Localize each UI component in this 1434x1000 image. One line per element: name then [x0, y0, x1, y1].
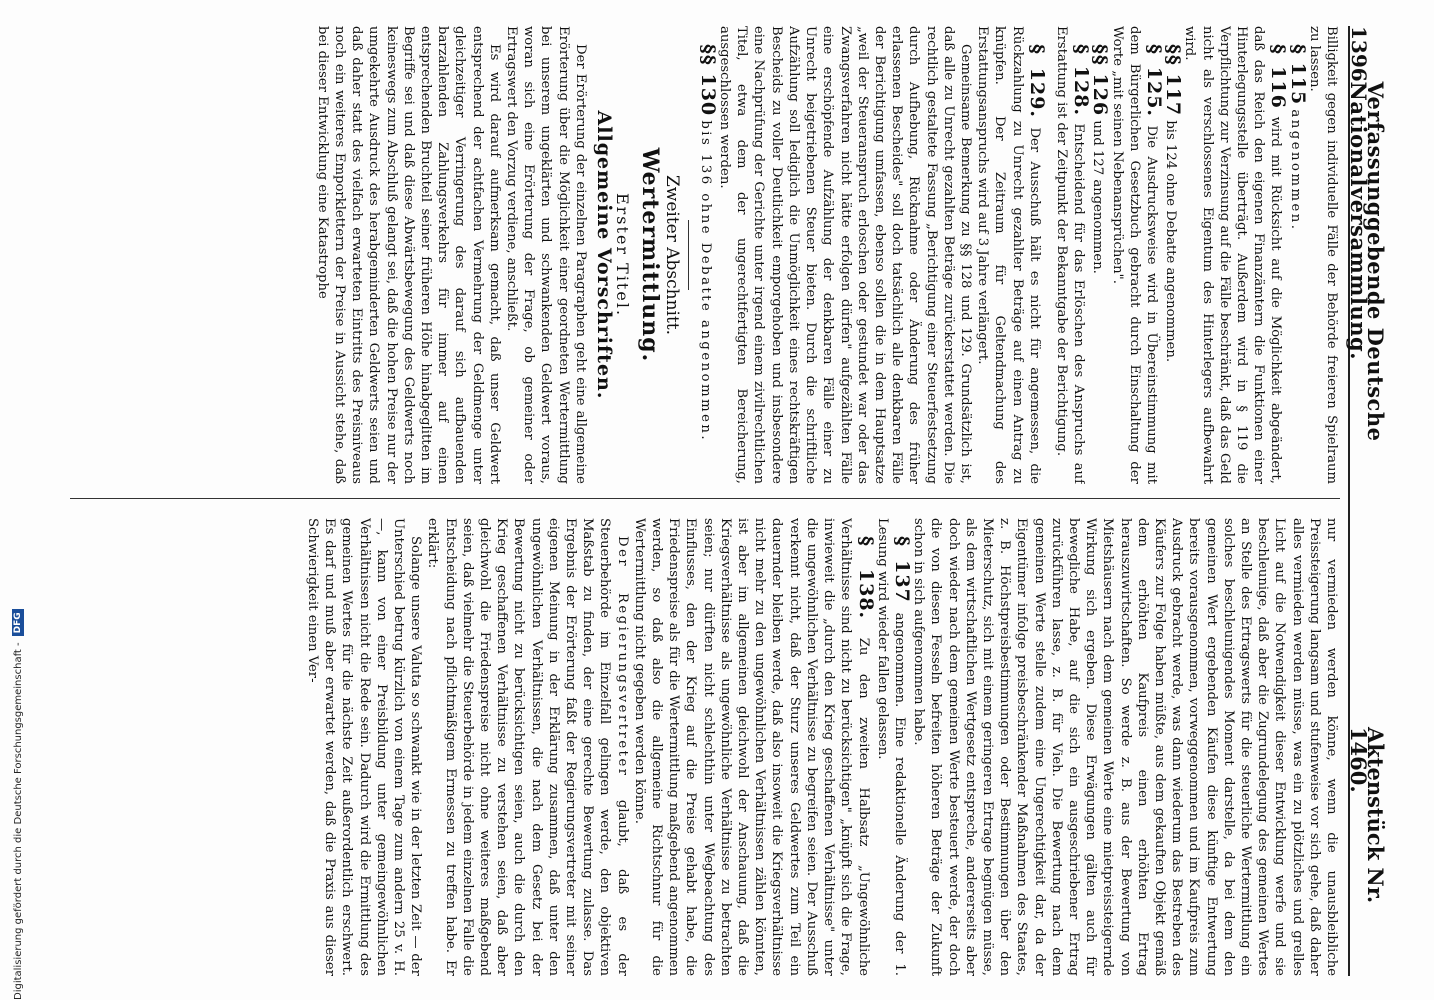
section-number: §§ 126: [1089, 44, 1112, 117]
section-number: § 116: [1267, 44, 1290, 109]
paragraph: Billigkeit gegen individuelle Fälle der Behörde freieren Spielraum zu lassen.: [1306, 26, 1339, 484]
section-text: wird mit Rücksicht auf die Möglichkeit abgeändert, daß das Reich den eigenen Finanzämtern die Funktionen einer Hinterlegungsstelle überträgt. Außerdem wird in § 119 die Verpflichtung zur Verzinsung auf die Fälle beschränkt, daß das Geld nicht als verschlossenes Eigentum des Hinterlegers aufbewahrt wird.: [1182, 26, 1284, 484]
section-125: [1108, 26, 1165, 484]
main-heading: Wertermittlung.: [637, 147, 664, 363]
section-number: § 129.: [1025, 44, 1048, 119]
section-128: [1053, 26, 1093, 484]
digitization-text: Digitalisierung gefördert durch die Deutsche Forschungsgemeinschaft -: [12, 642, 24, 1000]
paragraph: Es wird darauf aufmerksam gemacht, daß unser Geldwert entsprechend der achtfachen Vermehrung der Geldmenge unter gleichzeitiger Verringerung des darauf sich aufbauenden barzahlenden Zahlungsverkehrs für immer auf einen entsprechenden Bruchteil seiner früheren Höhe hinabgeglitten im Begriffe sei und daß diese Abwärtsbewegung des Geldwerts noch keineswegs zum Abschluß gelangt sei, daß die hohen Preise nur der umgekehrte Ausdruck des herabgeminderten Geldwerts seien und daß daher statt des vielfach erwarteten Eintritts des Preisniveaus noch ein weiteres Emporklettern der Preise in Aussicht stehe, daß bei dieser Entwicklung eine Katastrophe: [314, 26, 502, 484]
section-number: § 125.: [1142, 44, 1165, 118]
paragraph: Der Erörterung der einzelnen Paragraphen geht eine allgemeine Erörterung über die Möglichkeit einer geordneten Wertermittlung bei unserem ungeklärten und schwankenden Geldwert voraus, woran sich eine Erörterung der Frage, ob gemeiner oder Ertragswert den Vorzug verdiene, anschließt.: [504, 26, 588, 484]
paragraph: nur vermieden werden könne, wenn die unausbleibliche Preissteigerung langsam und stufenweise vor sich gehe, daß daher alles vermieden werden müsse, was ein zu plötzliches und grelles Licht auf die Notwendigkeit dieser Entwicklung werfe und sie beschleunige, daß aber die Zugrundelegung des gemeinen Wertes an Stelle des Ertragswerts für die steuerliche Wertermittlung ein solches beschleunigendes Moment darstelle, da bei dem den gemeinen Wert ergebenden Käufen diese künftige Entwertung bereits vorausgenommen, vorweggenommen und im Kaufpreis zum Ausdruck gebracht werde, was dann wiederum das Bestreben des Käufers zur Folge haben müßte, aus dem gekauften Objekt gemäß dem erhöhten Kaufpreis einen erhöhten Ertrag herauszuwirtschaften. So werde z. B. aus der Bewertung von Mietshäusern nach dem gemeinen Werte eine mietpreissteigernde Wirkung sich ergeben. Diese Erwägungen gälten auch für bewegliche Habe, auf die sich ein ausgeschriebener Ertrag zurückführen lasse, z. B. für Vieh. Die Bewertung nach dem gemeinen Werte stelle zudem eine Ungerechtigkeit dar, da der Eigentümer infolge preisbeschränkender Maßnahmen des Staates, z. B. Höchstpreisbestimmungen oder Bestimmungen über den Mieterschutz, sich mit einem geringeren Ertrage begnügen müsse, als dem wirtschaftlichen Wertgesetz entspreche, andererseits aber doch wieder nach dem gemeinen Werte besteuert werde, der doch die von diesen Fesseln befreiten höheren Beträge der Zukunft schon in sich aufgenommen habe.: [911, 518, 1339, 976]
paragraph: Gemeinsame Bemerkung zu §§ 128 und 129. Grundsätzlich ist, daß alle zu Unrecht gezahlten Beträge zurückerstattet werden. Die rechtlich gestaltete Fassung „Berichtigung einer Steuerfestsetzung durch Aufhebung, Rücknahme oder Änderung des früher erlassenen Bescheides" soll doch tatsächlich alle denkbaren Fälle der Berichtigung umfassen, ebenso sollen die in dem Hauptsatze „weil der Steueranspruch erloschen oder gestundet war oder das Zwangsverfahren nicht hätte erfolgen dürfen" aufgezählten Fälle eine erschöpfende Aufzählung der denkbaren Fälle einer zu Unrecht beigetriebenen Steuer bieten. Durch die schriftliche Aufzählung soll lediglich die Unmöglichkeit eines rechtskräftigen Bescheids zu voller Deutlichkeit emporgehoben und insbesondere eine Nachprüfung der Gerichte unter irgend einem zivilrechtlichen Titel, etwa dem der ungerechtfertigten Bereicherung, ausgeschlossen werden.: [717, 26, 973, 484]
section-text: bis 136 ohne Debatte angenommen.: [697, 120, 713, 443]
section-text: Entscheidend für das Erlöschen des Anspruchs auf Erstattung ist der Zeitpunkt der Bekanntgabe der Berichtigung.: [1053, 26, 1087, 484]
right-column: [60, 518, 1340, 976]
rotated-document-page: [54, 26, 1389, 976]
separator-rule: [688, 220, 689, 290]
paragraph: Solange unsere Valuta so schwankt wie in der letzten Zeit — der Unterschied betrug kürzlich von einem Tage zum andern 25 v. H. —, kann von einer Preisbildung unter gemeingewöhnlichen Verhältnissen nicht die Rede sein. Dadurch wird die Ermittlung des gemeinen Wertes für die nächste Zeit außerordentlich erschwert. Es darf und muß aber erwartet werden, daß die Praxis aus dieser Schwierigkeit einen Ver-: [305, 518, 424, 976]
sub-heading: Allgemeine Vorschriften.: [593, 110, 616, 400]
section-text: und 127 angenommen.: [1090, 120, 1106, 274]
publication-title: Verfassunggebende Deutsche Nationalversammlung.: [1346, 81, 1389, 442]
document-reference: Aktenstück Nr. 1460.: [1346, 726, 1389, 904]
section-text: Die Ausdrucksweise wird in Übereinstimmung mit dem Bürgerlichen Gesetzbuch gebracht durch Einschaltung der Worte „mit seinen Nebenansprüchen".: [1109, 26, 1159, 484]
section-text: Der Ausschuß hält es nicht für angemessen, die Rückzahlung zu Unrecht gezahlter Beträge auf einen Antrag zu knüpfen. Der Zeitraum für Geltendmachung des Erstattungsanspruchs wird auf 3 Jahre verlängert.: [975, 26, 1042, 484]
section-number: §§ 130: [696, 44, 719, 117]
left-column: [60, 26, 1340, 484]
section-number: § 138.: [854, 536, 877, 620]
section-137: [874, 518, 913, 976]
column-divider: [70, 498, 1340, 499]
section-130: [696, 26, 719, 484]
speaker-name: Der Regierungsvertreter: [614, 536, 630, 778]
paragraph-text: glaubt, daß es der Steuerbehörde im Einzelfall gelingen werde, den objektiven Maßstab zu finden, der eine gerechte Bewertung zulasse. Das Ergebnis der Erörterung faßt der Regierungsvertreter mit seiner eigenen Meinung in der Erklärung zusammen, daß unter den ungewöhnlichen Verhältnissen, die nach dem Gesetz bei der Bewertung nicht zu berücksichtigen seien, auch die durch den Krieg geschaffenen Verhältnisse zu verstehen seien, daß aber gleichwohl die Friedenspreise nicht ohne weiteres maßgebend seien, daß vielmehr die Steuerbehörde in jedem einzelnen Falle die Entscheidung nach pflichtmäßigem Ermessen zu treffen habe. Er erklärt:: [425, 518, 630, 976]
section-129: [974, 26, 1048, 484]
section-138: [631, 518, 877, 976]
title-heading: Erster Titel.: [613, 192, 633, 318]
section-number: § 128.: [1070, 44, 1093, 117]
section-116: [1181, 26, 1290, 484]
section-text: bis 124 ohne Debatte angenommen.: [1163, 120, 1179, 363]
page-header: [1346, 26, 1389, 976]
section-text: angenommen.: [1287, 109, 1303, 232]
chapter-heading: Zweiter Abschnitt.: [661, 174, 682, 336]
section-number: § 115: [1286, 44, 1309, 106]
digitization-note: [12, 609, 24, 1000]
paragraph: [424, 518, 630, 976]
section-number: § 137: [890, 536, 913, 603]
section-number: §§ 117: [1162, 44, 1185, 117]
dfg-logo: DFG: [12, 609, 24, 636]
section-text: Zu den zweiten Halbsatz „Ungewöhnliche Verhältnisse sind nicht zu berücksichtigen" „knüpft sich die Frage, inwieweit die „durch den Krieg geschaffenen Verhältnisse" unter die ungewöhnlichen Verhältnisse zu begreifen seien. Der Ausschuß verkennt nicht, daß der Sturz unseres Geldwertes zum Teil ein dauernder bleiben werde, daß also insoweit die Kriegsverhältnisse nicht mehr zu den ungewöhnlichen Verhältnissen zählen könnten, ist aber im allgemeinen gleichwohl der Anschauung, daß die Kriegsverhältnisse als ungewöhnliche Verhältnisse zu betrachten seien; nur dürften nicht schlechthin unter Wegbeachtung des Einflusses, den der Krieg auf die Preise gehabt habe, die Friedenspreise als für die Wertermittlung maßgebend angenommen werden, so daß also die allgemeine Richtschnur für die Wertermittlung nicht gegeben werden könne.: [631, 518, 871, 976]
page-number: 1396: [1347, 26, 1372, 82]
section-text: angenommen. Eine redaktionelle Änderung der 1. Lesung wird wieder fallen gelassen.: [874, 518, 907, 976]
